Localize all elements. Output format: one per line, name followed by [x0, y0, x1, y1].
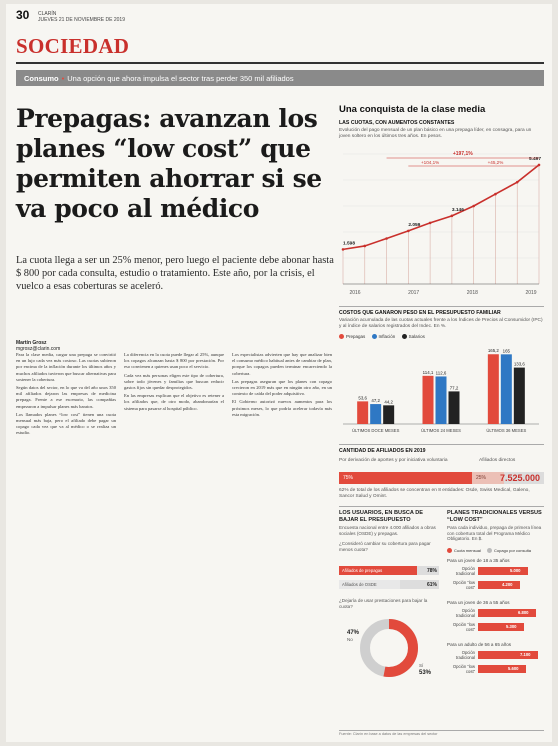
series-line	[343, 165, 539, 249]
plan-bar	[478, 665, 526, 673]
bar-label: Afiliados de OSDE	[342, 582, 377, 587]
kicker-text: Una opción que ahora impulsa el sector tras perder 350 mil afiliados	[67, 74, 294, 83]
legend-label: Copago por consulta	[494, 548, 531, 553]
donut-no-label: No	[347, 637, 353, 642]
data-label: 2.059	[408, 222, 421, 228]
usuarios-title: LOS USUARIOS, EN BUSCA DE BAJAR EL PRESUPUESTO	[339, 510, 424, 523]
plan-value: 5.000	[510, 568, 521, 573]
paragraph: Cada vez más personas eligen este tipo de cobertura, sobre todo jóvenes y familias que buscan reducir gastos fijos sin quedar desprotegidos.	[124, 372, 224, 391]
legend-swatch	[372, 334, 377, 339]
plan-label: Opción “low cost”	[452, 664, 475, 674]
planes-legend	[447, 548, 531, 553]
infographic-source: Fuente: Clarín en base a datos de las empresas del sector	[339, 730, 544, 736]
data-point	[451, 215, 454, 218]
cost-bar-chart	[339, 342, 544, 442]
body-column	[232, 352, 332, 732]
category-label: ÚLTIMOS 24 MESES	[421, 428, 461, 433]
newspaper-page	[6, 4, 552, 742]
page-number: 30	[16, 8, 30, 22]
legend-swatch	[447, 548, 452, 553]
paragraph: Las prepagas aseguran que los planes con copago crecieron en 2019 más que en ningún otro año, en un contexto de caída del poder adquisitivo.	[232, 378, 332, 397]
percent-annotation: +104,1%	[420, 160, 440, 165]
planes-block	[447, 510, 544, 674]
data-point	[472, 205, 475, 208]
plan-value: 5.600	[508, 666, 519, 671]
chart2-text: Variación acumulada de las cuotas actuales frente a los Índices de Precios al Consumidor (IPC) y al índice de salarios registrados del Indec. En %.	[339, 318, 543, 329]
plan-row	[447, 580, 541, 591]
afiliados-pct-right: 25%	[476, 475, 487, 481]
x-tick-label: 2019	[525, 290, 537, 296]
data-point	[363, 245, 366, 248]
plan-group-heading: Para un adulto de 56 a 65 años	[447, 642, 512, 647]
chart1-title: LAS CUOTAS, CON AUMENTOS CONSTANTES	[339, 120, 455, 126]
bar-chart-svg	[339, 342, 544, 442]
plan-bar	[478, 623, 524, 631]
afiliados-bar-main	[339, 472, 472, 484]
afiliados-left-label: Por derivación de aportes y por iniciativa voluntaria	[339, 458, 448, 463]
divider	[339, 506, 544, 507]
paragraph: En las empresas explican que el objetivo es retener a los afiliados que, de otro modo, abandonarían el sistema para pasarse al hospital público.	[124, 393, 224, 411]
byline-email: mgrosz@clarin.com	[16, 346, 61, 352]
plan-row	[447, 608, 541, 619]
bar-value-label: 112,6	[435, 370, 447, 376]
kicker-label: Consumo	[24, 74, 59, 83]
plan-label: Opción tradicional	[455, 566, 475, 576]
plan-row	[447, 650, 541, 661]
donut-si-label: Sí	[419, 663, 424, 668]
legend-label: Prepagas	[346, 334, 366, 339]
plan-label: Opción “low cost”	[452, 622, 475, 632]
afiliados-title: CANTIDAD DE AFILIADOS EN 2019	[339, 448, 426, 454]
plan-group-heading: Para un joven de 36 a 55 años	[447, 600, 510, 605]
data-point	[516, 181, 519, 184]
usuarios-bar-osde	[339, 580, 439, 589]
line-chart-svg	[339, 144, 544, 304]
legend-swatch	[402, 334, 407, 339]
donut-no-value: 47%	[347, 630, 360, 636]
legend-swatch	[339, 334, 344, 339]
planes-title: PLANES TRADICIONALES VERSUS “LOW COST”	[447, 510, 542, 523]
plan-row	[447, 622, 541, 633]
afiliados-total: 7.525.000	[499, 473, 540, 483]
plan-group-heading: Para un joven de 18 a 35 años	[447, 558, 510, 563]
x-tick-label: 2017	[408, 290, 420, 296]
afiliados-note: 62% de total de los afiliados se concentran en 8 entidades: Osde, Swiss Medical, Galeno, Sancor Salud y Omint.	[339, 488, 530, 499]
data-label: 3.146	[451, 207, 464, 213]
paragraph: Los llamados planes “low cost” tienen una cuota mensual más baja, pero el afiliado debe pagar un copago cada vez que va al médico o se realiza un estudio.	[16, 411, 116, 436]
donut-si-value: 53%	[419, 670, 432, 676]
plan-label: Opción “low cost”	[452, 580, 475, 590]
bar-value-label: 47,2	[371, 398, 380, 404]
plan-label: Opción tradicional	[455, 608, 475, 618]
data-point	[407, 230, 410, 233]
category-label: ÚLTIMOS DOCE MESES	[351, 428, 400, 433]
paragraph: Según datos del sector, en lo que va del año unos 350 mil afiliados dejaron las empresas de medicina prepaga. Frente a ese escenario, las compañías empezaron a impulsar planes más baratos.	[16, 385, 116, 409]
body-column	[124, 352, 224, 732]
legend-swatch	[487, 548, 492, 553]
bar	[501, 354, 512, 424]
paper-name: CLARÍN	[38, 11, 57, 17]
usuarios-block	[339, 510, 439, 676]
section-divider	[16, 62, 544, 64]
x-tick-label: 2018	[466, 290, 478, 296]
chart2-legend	[339, 334, 425, 339]
bar-value: 61%	[426, 581, 437, 588]
bar	[488, 354, 499, 424]
deck: La cuota llega a ser un 25% menor, pero luego el paciente debe abonar hasta $ 800 por cada consulta, estudio o tratamiento. Este año, por la crisis, el vuelco a esas coberturas se aceleró.	[16, 255, 334, 292]
donut-chart	[339, 614, 439, 684]
bar	[514, 368, 525, 424]
afiliados-bar	[339, 472, 544, 484]
data-label: 5.497	[529, 156, 542, 162]
infographic-title: Una conquista de la clase media	[339, 104, 486, 115]
legend-label: Salarios	[408, 334, 425, 339]
afiliados-right-label: Afiliados directos	[479, 458, 516, 463]
percent-annotation: +45,2%	[487, 160, 504, 165]
chart1-text: Evolución del pago mensual de un plan básico en una prepaga líder, en consagra, para un joven soltero en los últimos tres años. En pesos.	[339, 128, 532, 139]
bar-value-label: 77,2	[449, 385, 459, 391]
bar-value-label: 133,6	[513, 361, 525, 367]
bar	[383, 405, 394, 424]
legend-label: Cuota mensual	[454, 548, 481, 553]
divider	[339, 306, 544, 307]
paragraph: El Gobierno autorizó nuevos aumentos para los próximos meses, lo que podría acelerar todavía más esta migración.	[232, 399, 332, 417]
plan-value: 6.800	[518, 610, 529, 615]
usuarios-question-1: ¿Consideró cambiar su cobertura para pagar menos cuota?	[339, 541, 431, 552]
bar-value-label: 53,6	[358, 395, 367, 401]
bar-value-label: 44,2	[384, 399, 393, 405]
bar	[370, 404, 381, 424]
paragraph: La diferencia en la cuota puede llegar al 25%, aunque los copagos alcanzan hasta $ 800 por prestación. Por eso convienen a quienes usan poco el servicio.	[124, 352, 224, 370]
data-point	[385, 237, 388, 240]
data-point	[494, 193, 497, 196]
chart2-title: COSTOS QUE GANARON PESO EN EL PRESUPUESTO FAMILIAR	[339, 310, 501, 316]
afiliados-pct-left: 75%	[343, 475, 354, 481]
kicker-bar	[16, 70, 544, 86]
bar	[357, 401, 368, 424]
bar	[449, 391, 460, 424]
body-column	[16, 352, 116, 732]
data-point	[342, 248, 345, 251]
divider	[339, 444, 544, 445]
plan-label: Opción tradicional	[455, 650, 475, 660]
bar-label: Afiliados de prepagas	[342, 568, 383, 573]
masthead-meta	[38, 11, 125, 23]
bar-value-label: 114,1	[422, 369, 434, 375]
bar-value: 78%	[426, 567, 437, 574]
bar-value-label: 165	[502, 348, 510, 354]
paragraph: Los especialistas advierten que hay que analizar bien el consumo médico habitual antes de cambiar de plan, porque los copagos pueden terminar encareciendo la cobertura.	[232, 352, 332, 376]
usuarios-text: Encuesta nacional entre 4.000 afiliados a obras sociales (OSDE) y prepagas.	[339, 525, 436, 536]
bar	[436, 376, 447, 424]
usuarios-bar-prepagas	[339, 566, 439, 575]
percent-annotation: +197,1%	[452, 151, 473, 157]
plan-value: 4.200	[502, 582, 513, 587]
masthead	[16, 8, 544, 22]
plan-bar	[478, 581, 520, 589]
plan-row	[447, 566, 541, 577]
section-title: SOCIEDAD	[16, 34, 130, 58]
bullet-icon: •	[61, 74, 65, 83]
bar	[423, 376, 434, 424]
x-tick-label: 2016	[349, 290, 361, 296]
plan-row	[447, 664, 541, 675]
usuarios-question-2: ¿Dejaría de usar prestaciones para bajar la cuota?	[339, 598, 428, 609]
byline	[16, 340, 116, 352]
data-point	[429, 222, 432, 225]
headline: Prepagas: avanzan los planes “low cost” que permiten ahorrar si se va poco al médico	[16, 104, 322, 223]
category-label: ÚLTIMOS 36 MESES	[486, 428, 527, 433]
plan-value: 5.300	[506, 624, 517, 629]
data-label: 1.598	[343, 241, 356, 247]
bar-value-label: 165,2	[487, 348, 499, 354]
byline-name: Martín Grosz	[16, 340, 47, 346]
plan-bar	[478, 567, 528, 575]
issue-date: JUEVES 21 DE NOVIEMBRE DE 2019	[38, 17, 125, 23]
plan-value: 7.100	[520, 652, 531, 657]
paragraph: Para la clase media, cargar una prepaga se convirtió en un lujo cada vez más costoso. Las cuotas subieron por encima de la inflación durante los últimos años y muchos afiliados tuvieron que buscar alternativas para sostener la cobertura.	[16, 352, 116, 382]
legend-label: Inflación	[378, 334, 396, 339]
quota-line-chart	[339, 144, 544, 304]
planes-text: Para cada individuo, prepaga de primera línea con cobertura total del Programa Médico Obligatorio. En $.	[447, 525, 542, 542]
